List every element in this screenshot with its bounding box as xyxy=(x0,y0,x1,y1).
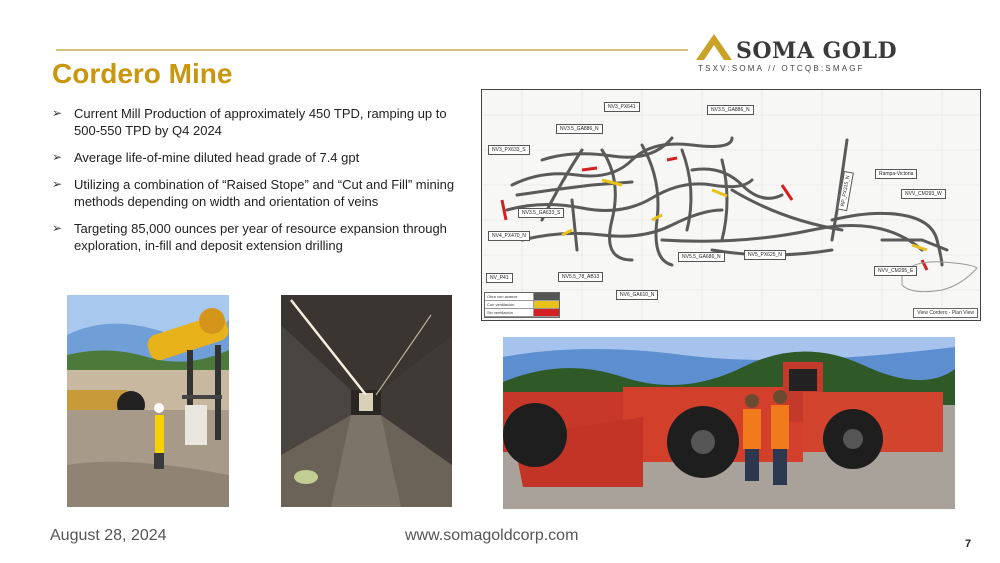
page-title: Cordero Mine xyxy=(52,58,233,89)
map-label: NV6_GA610_N xyxy=(616,290,658,300)
map-label: NV3.5_GA886_N xyxy=(556,124,603,134)
logo-tickers: TSXV:SOMA // OTCQB:SMAGF xyxy=(698,64,865,73)
list-item xyxy=(52,220,462,254)
map-caption: View Cordero - Plan View xyxy=(913,308,978,318)
page-number: 7 xyxy=(965,538,972,550)
footer-date: August 28, 2024 xyxy=(50,527,167,544)
mine-plan-map xyxy=(481,89,981,321)
legend-label: Con ventilación xyxy=(487,302,515,307)
map-label: NV3.5_GA633_S xyxy=(518,208,564,218)
legend-label: Sin ventilación xyxy=(487,310,513,315)
map-label: NVV_CM295_E xyxy=(874,266,917,276)
list-item xyxy=(52,149,462,166)
logo-name: SOMA GOLD xyxy=(736,38,898,64)
map-label: NV3.5_GA886_N xyxy=(707,105,754,115)
company-logo xyxy=(694,30,898,76)
map-label: Rampa-Victoria xyxy=(875,169,917,179)
legend-row xyxy=(485,301,559,309)
arrow-right-icon: ➢ xyxy=(52,106,63,120)
map-label: NV3_PX633_S xyxy=(488,145,530,155)
arrow-right-icon: ➢ xyxy=(52,150,63,164)
list-item xyxy=(52,176,462,210)
map-label: NV3_PX641 xyxy=(604,102,640,112)
bullet-text: Targeting 85,000 ounces per year of resource expansion through exploration, in-fill and deposit extension drilling xyxy=(74,221,447,253)
map-label: NV5_PX625_N xyxy=(744,250,786,260)
legend-swatch xyxy=(533,293,559,300)
arrow-right-icon: ➢ xyxy=(52,221,63,235)
footer-website-link[interactable]: www.somagoldcorp.com xyxy=(405,527,579,544)
legend-row xyxy=(485,309,559,317)
bullet-text: Utilizing a combination of “Raised Stope” and “Cut and Fill” mining methods depending on width and orientation of veins xyxy=(74,177,455,209)
map-label: NV4_PX470_N xyxy=(488,231,530,241)
map-label: NV5.5_GA686_N xyxy=(678,252,725,262)
underground-loader-photo xyxy=(503,337,955,509)
header-rule xyxy=(56,49,688,51)
legend-label: Obra con avance xyxy=(487,294,518,299)
bullet-text: Average life-of-mine diluted head grade of 7.4 gpt xyxy=(74,150,360,165)
map-label: NV5.5_78_AB13 xyxy=(558,272,603,282)
bullet-text: Current Mill Production of approximately 450 TPD, ramping up to 500-550 TPD by Q4 2024 xyxy=(74,106,447,138)
mountain-logo-icon xyxy=(694,32,734,62)
map-label: NVV_CM293_W xyxy=(901,189,946,199)
arrow-right-icon: ➢ xyxy=(52,177,63,191)
map-legend xyxy=(484,292,560,318)
legend-swatch xyxy=(533,309,559,316)
bullet-list xyxy=(52,105,462,264)
list-item xyxy=(52,105,462,139)
legend-swatch xyxy=(533,301,559,308)
map-label: RP_PX315_N xyxy=(837,171,854,211)
map-label: NV_P41 xyxy=(486,273,513,283)
mine-tunnel-photo xyxy=(281,295,452,507)
legend-row xyxy=(485,293,559,301)
ventilation-fan-photo xyxy=(67,295,229,507)
